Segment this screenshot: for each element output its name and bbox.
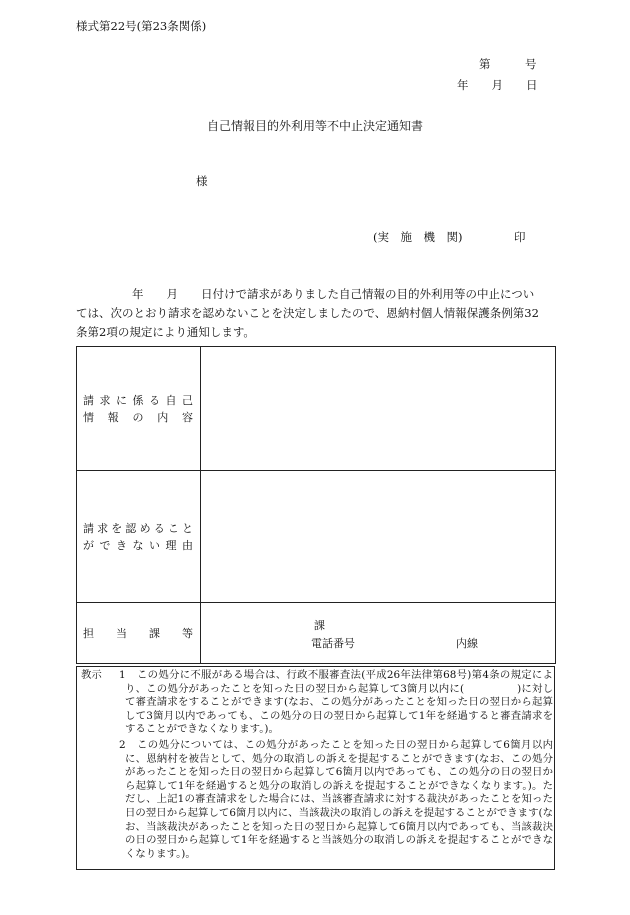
refusal-reason-field[interactable]: [201, 471, 556, 603]
department-field[interactable]: [201, 603, 556, 664]
instruction-2-number: 2: [119, 739, 126, 751]
form-number: 様式第22号(第23条関係): [76, 19, 207, 33]
details-table: [76, 346, 556, 664]
page-title: 自己情報目的外利用等不中止決定通知書: [207, 119, 424, 133]
refusal-reason-label: [77, 471, 201, 603]
table-row: [77, 471, 556, 603]
instruction-2-text: この処分については、この処分があったことを知った日の翌日から起算して6箇月以内に、恩納村を被告として、処分の取消しの訴えを提起することができます(なお、この処分があったことを知った日の翌日から起算して6箇月以内であっても、この処分の日の翌日から起算して1年を経過すると処分の取消しの訴えを提起することができなくなります。)。ただし、上記1の審査請求をした場合には、当該審査請求に対する裁決があったことを知った日の翌日から起算して6箇月以内に、当該裁決の取消しの訴えを提起することができます(なお、当該裁決があったことを知った日の翌日から起算して6箇月以内であっても、当該裁決の日の翌日から起算して1年を経過すると当該処分の取消しの訴えを提起することができなくなります。)。: [125, 739, 553, 860]
issue-date: 年 月 日: [457, 78, 538, 92]
label-line: 担 当 課 等: [83, 626, 193, 640]
body-text-line-1: 年 月 日付けで請求がありました自己情報の目的外利用等の中止につい: [132, 287, 535, 301]
extension-label: 内線: [456, 637, 478, 650]
addressee-suffix: 様: [196, 174, 208, 188]
body-text-line-3: 条第2項の規定により通知します。: [76, 325, 255, 339]
request-content-field[interactable]: [201, 347, 556, 471]
section-label: 課: [314, 619, 325, 632]
instruction-1-number: 1: [119, 669, 126, 681]
table-row: [77, 347, 556, 471]
phone-label: 電話番号: [311, 637, 355, 650]
label-line: 請 求 に 係 る 自 己: [83, 393, 193, 407]
seal-label: 印: [514, 230, 526, 244]
request-content-label: [77, 347, 201, 471]
agency-label: (実 施 機 関): [373, 230, 463, 244]
instructions-box: [76, 666, 555, 870]
instruction-1-text: この処分に不服がある場合は、行政不服審査法(平成26年法律第68号)第4条の規定により、この処分があったことを知った日の翌日から起算して3箇月以内に( )に対して審査請求をすることができます(なお、この処分があったことを知った日の翌日から起算して3箇月以内であっても、この処分の日の翌日から起算して1年を経過すると審査請求をすることができなくなります。)。: [125, 669, 553, 736]
table-row: [77, 603, 556, 664]
label-line: が で き な い 理 由: [83, 538, 193, 552]
label-line: 情 報 の 内 容: [83, 410, 193, 424]
document-number: 第 号: [479, 57, 537, 71]
body-text-line-2: ては、次のとおり請求を認めないことを決定しましたので、恩納村個人情報保護条例第32: [76, 306, 539, 320]
instructions-heading: 教示: [81, 669, 102, 681]
department-label: [77, 603, 201, 664]
label-line: 請 求 を 認 め る こ と: [83, 521, 193, 535]
